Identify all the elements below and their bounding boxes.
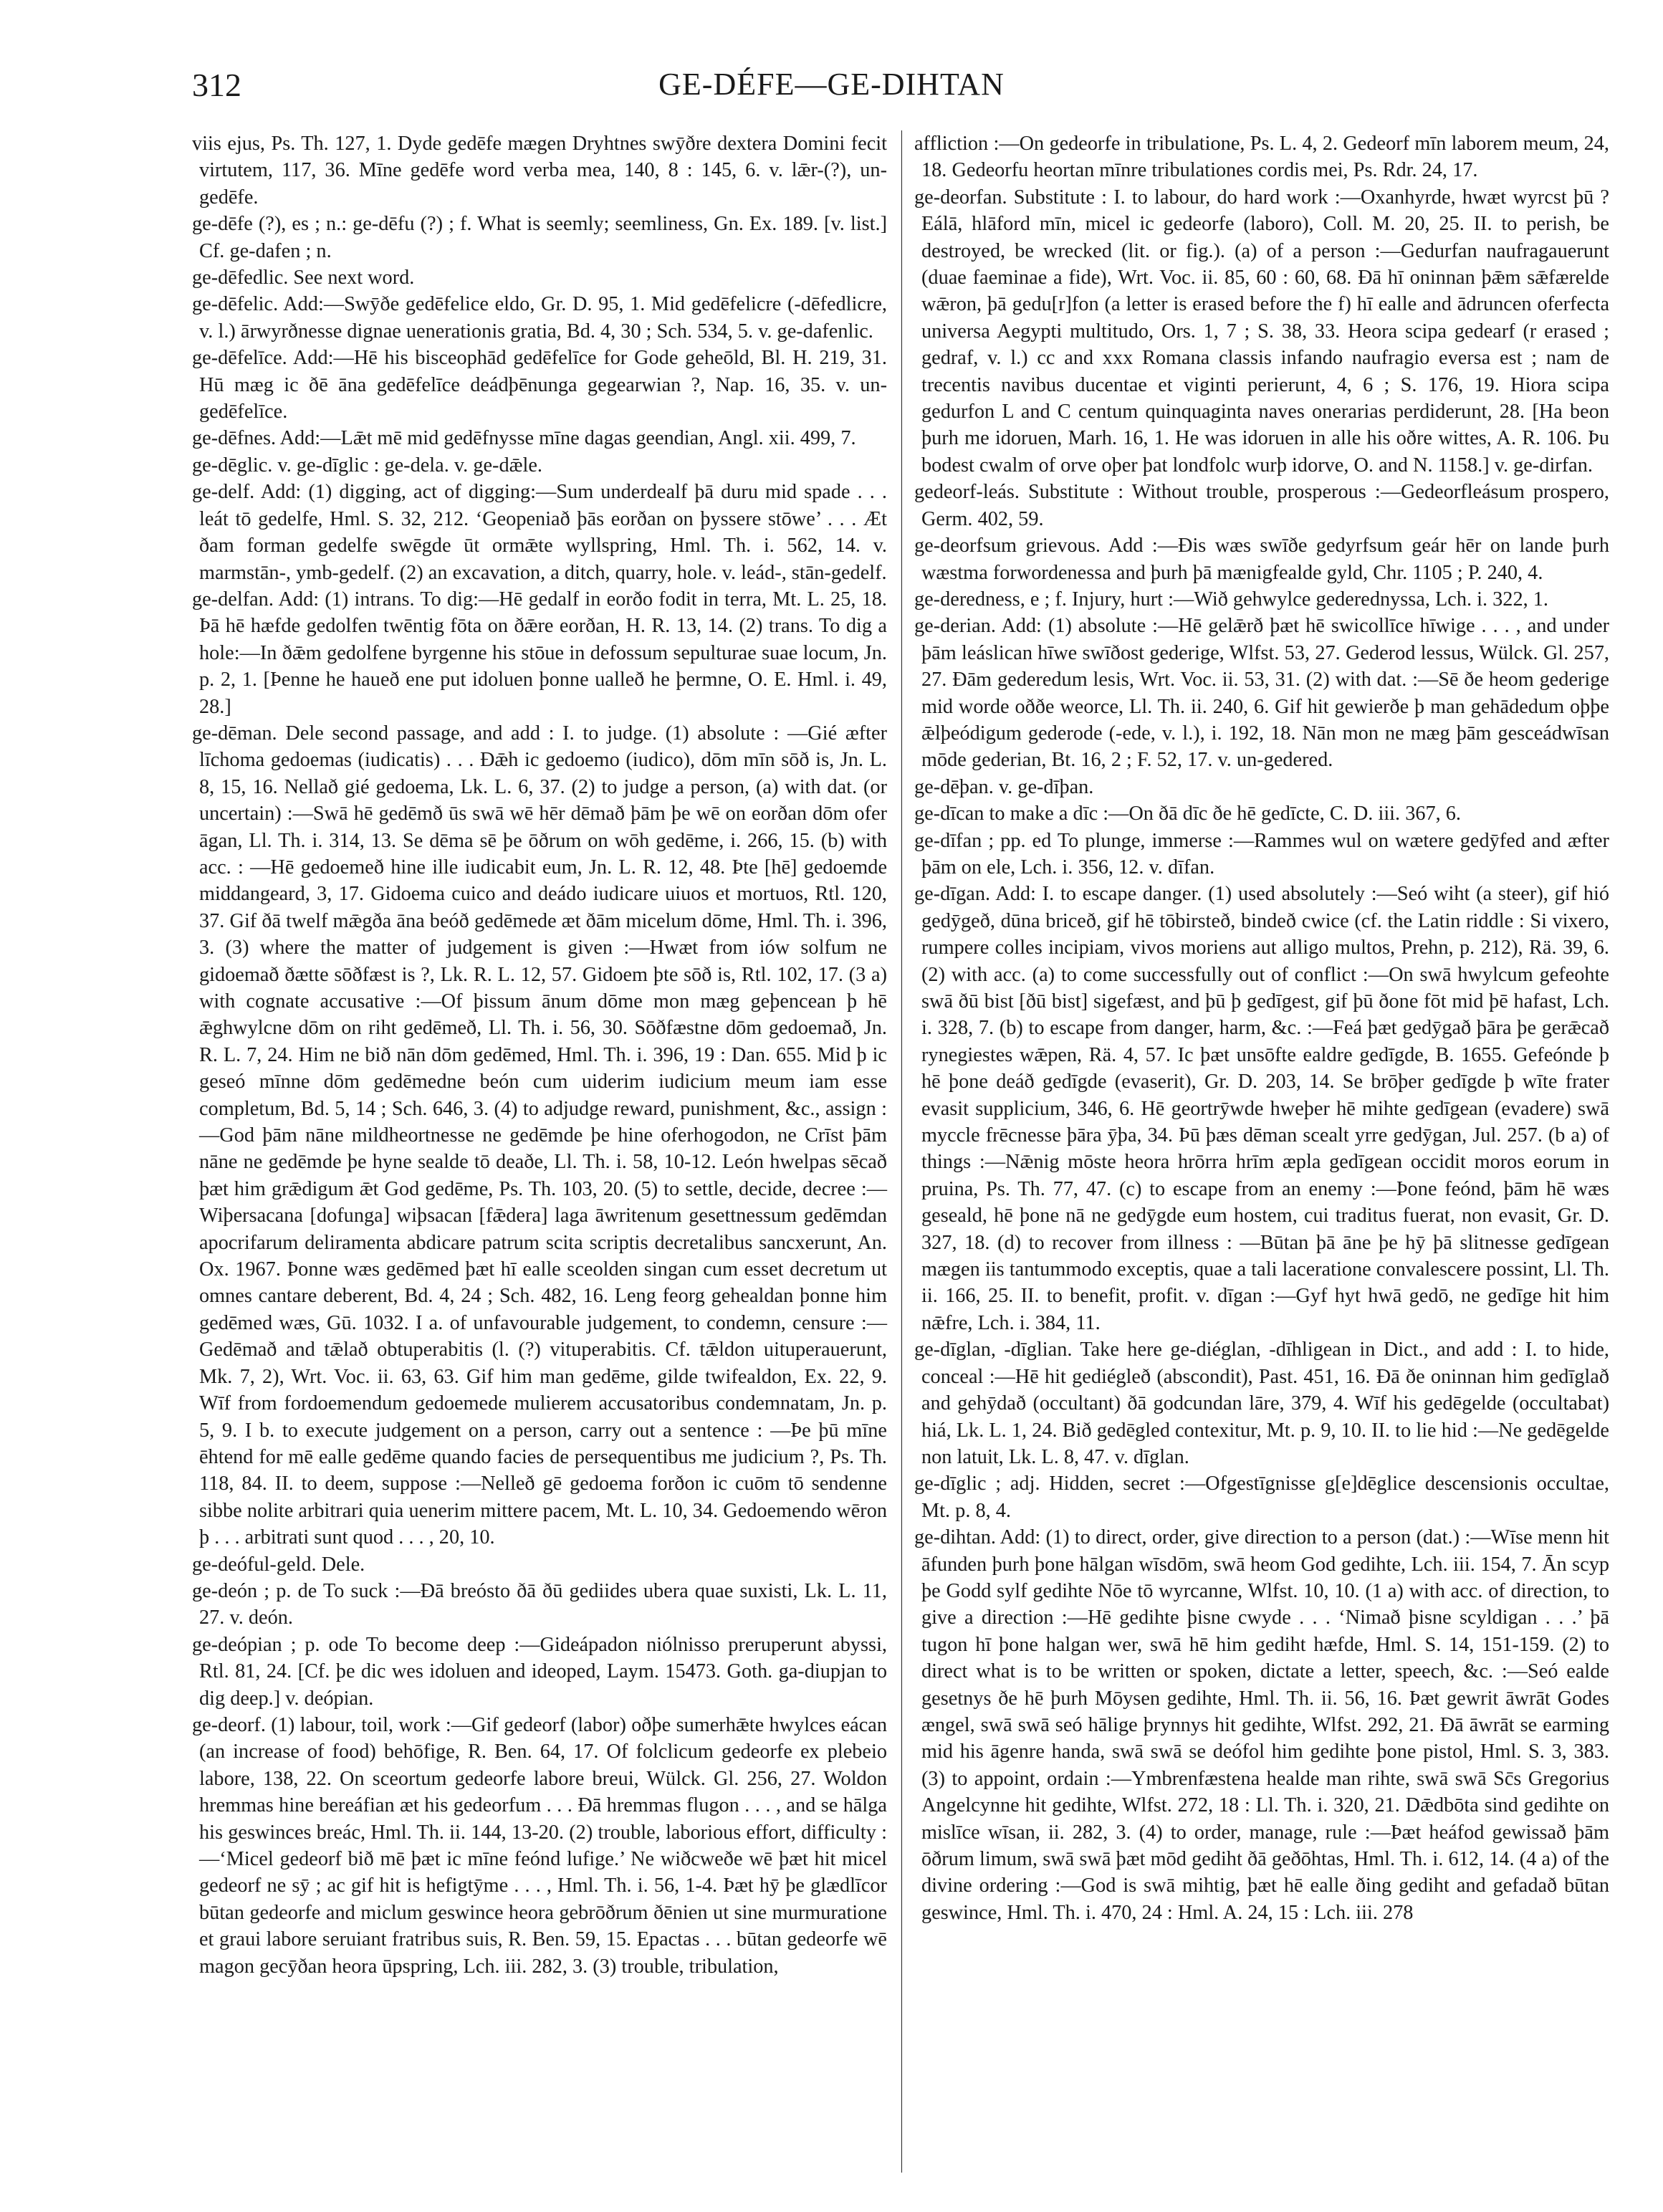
dictionary-entry: ge-dīcan to make a dīc :—On ðā dīc ðe hē gedīcte, C. D. iii. 367, 6. [914,803,1462,825]
column-divider [901,130,902,2173]
dictionary-entry: ge-dēþan. v. ge-dīþan. [914,775,1094,798]
dictionary-entry: ge-deón ; p. de To suck :—Ðā breósto ðā ðū gediides ubera quae suxisti, Lk. L. 11, 27. v. deón. [192,1579,887,1629]
dictionary-entry: ge-dēglic. v. ge-dīglic : ge-dela. v. ge-dǣle. [192,454,542,477]
dictionary-entry: ge-dēman. Dele second passage, and add : I. to judge. (1) absolute : —Gié æfter līchoma gedoemas (iudicatis) . . . Ðǣh ic gedoemo (iudico), dōm mīn sōð is, Jn. L. 8, 15, 16. Nellað gié gedoema, Lk. L. 6, 37. (2) to judge a person, (a) with dat. (or uncertain) :—Swā hē gedēmð ūs swā wē hēr dēmað þām þe wē on eorðan dōm ofer āgan, Ll. Th. i. 314, 13. Se dēma sē þe ōðrum on wōh gedēme, i. 266, 15. (b) with acc. : —Hē gedoemeð hine ille iudicabit eum, Jn. L. R. 12, 48. Þte [hē] gedoemde middangeard, 3, 17. Gidoema cuico and deádo iudicare uiuos et mortuos, Rtl. 120, 37. Gif ðā twelf mǣgða āna beóð gedēmede æt ðām micelum dōme, Hml. Th. i. 396, 3. (3) where the matter of judgement is given :—Hwæt from iów solfum ne gidoemað ðætte sōðfæst is ?, Lk. R. L. 12, 57. Gidoem þte sōð is, Rtl. 102, 17. (3 a) with cognate accusative :—Of þissum ānum dōme mon mæg geþencean þ hē ǣghwylcne dōm on riht gedēmeð, Ll. Th. i. 56, 30. Sōðfæstne dōm gedoemað, Jn. R. L. 7, 24. Him ne bið nān dōm gedēmed, Hml. Th. i. 396, 19 : Dan. 655. Mid þ ic geseó mīnne dōm gedēmedne beón cum uiderim iudicium meum iam esse completum, Bd. 5, 14 ; Sch. 646, 3. (4) to adjudge reward, punishment, &c., assign :—God þām nāne mildheortnesse ne gedēmde þe hine oferhogodon, ne Crīst þām nāne ne gedēmde þe hyne sealde tō deaðe, Ll. Th. i. 58, 10-12. León hwelpas sēcað þæt him grǣdigum ǣt God gedēme, Ps. Th. 103, 20. (5) to settle, decide, decree :—Wiþersacana [dofunga] wiþsacan [fǣdera] laga āwritenum gesettnessum gedēmdan apocrifarum deliramenta abdicare patrum scita scriptis decretalibus sancxerunt, An. Ox. 1967. Þonne wæs gedēmed þæt hī ealle sceolden singan cum esset decretum ut omnes cantare deberent, Bd. 4, 24 ; Sch. 482, 16. Leng feorg gehealdan þonne him gedēmed wæs, Gū. 1032. I a. of unfavourable judgement, to condemn, censure :—Gedēmað and tǣlað obtuperabitis (l. (?) vituperabitis. Cf. tǣldon uituperauerunt, Mk. 7, 2), Wrt. Voc. ii. 63, 63. Gif him man gedēme, gilde twifealdon, Ex. 22, 9. Wīf from fordoemendum gedoemede mulierem accusatoribus condemnatam, Jn. p. 5, 9. I b. to execute judgement on a person, carry out a sentence : —Þe þū mīne ēhtend for mē ealle gedēme quando facies de persequentibus me judicium ?, Ps. Th. 118, 84. II. to deem, suppose :—Nelleð gē gedoema forðon ic cuōm tō sendenne sibbe nolite arbitrari quia uenerim mittere pacem, Mt. L. 10, 34. Gedoemendo wēron þ . . . arbitrati sunt quod . . . , 20, 10. [192,722,887,1549]
dictionary-entry: ge-deorf. (1) labour, toil, work :—Gif gedeorf (labor) oðþe sumerhǣte hwylces eácan (an increase of food) behōfige, R. Ben. 64, 17. Of folclicum gedeorfe ex plebeio labore, 138, 22. On sceortum gedeorfe labore breui, Wülck. Gl. 256, 27. Woldon hremmas hine bereáfian æt his gedeorfum . . . Ðā hremmas flugon . . . , and se hālga his geswinces breác, Hml. Th. ii. 144, 13-20. (2) trouble, laborious effort, difficulty : —‘Micel gedeorf bið mē þæt ic mīne feónd lufige.’ Ne wiðcweðe wē þæt hit micel gedeorf ne sȳ ; ac gif hit is hefigtȳme . . . , Hml. Th. i. 56, 1-4. Þæt hȳ þe glædlīcor būtan gedeorfe and miclum geswince heora gebrōðrum ðēnien ut sine murmuratione et graui labore seruiant fratribus suis, R. Ben. 59, 15. Epactas . . . būtan gedeorfe wē magon gecȳðan heora ūpspring, Lch. iii. 282, 3. (3) trouble, tribulation, [192,1713,887,1978]
page-number: 312 [192,67,241,103]
dictionary-entry: ge-deóful-geld. Dele. [192,1553,365,1576]
dictionary-entry: ge-dīgan. Add: I. to escape danger. (1) used absolutely :—Seó wiht (a steer), gif hió gedȳgeð, dūna briceð, gif hē tōbirsteð, bindeð cwice (cf. the Latin riddle : Si vixero, rumpere colles incipiam, vivos moriens aut alligo multos, Prehn, p. 212), Rä. 39, 6. (2) with acc. (a) to come successfully out of conflict :—On swā hwylcum gefeohte swā ðū bist [ðū bist] sigefæst, and þū þ gedīgest, gif þū ðone fōt mid þē hafast, Lch. i. 328, 7. (b) to escape from danger, harm, &c. :—Feá þæt gedȳgað þāra þe gerǣcað rynegiestes wǣpen, Rä. 4, 57. Ic þæt unsōfte ealdre gedīgde, B. 1655. Gefeónde þ hē þone deáð gedīgde (evaserit), Gr. D. 203, 14. Se brōþer gedīgde þ wīte frater evasit supplicium, 346, 6. Hē geortrȳwde hweþer hē mihte gedīgean (evadere) swā myccle frēcnesse þāra ȳþa, 34. Þū þæs dēman scealt yrre gedȳgan, Jul. 257. (b a) of things :—Nǣnig mōste heora hrōrra hrīm æpla gedīgean occidit moros eorum in pruina, Ps. Th. 77, 47. (c) to escape from an enemy :—Þone feónd, þām hē wæs geseald, hē þone nā ne gedȳgde eum hostem, cui traditus fuerat, non evasit, Gr. D. 327, 18. (d) to recover from illness : —Būtan þā āne þe hȳ þā slitnesse gedīgean mægen iis tantummodo exceptis, quae a tali laceratione convalescere possint, Ll. Th. ii. 166, 25. II. to benefit, profit. v. dīgan :—Gyf hyt hwā gedō, ne gedīge hit him nǣfre, Lch. i. 384, 11. [914,883,1609,1334]
dictionary-entry: ge-dihtan. Add: (1) to direct, order, give direction to a person (dat.) :—Wīse menn hit āfunden þurh þone hālgan wīsdōm, swā heom God gedihte, Lch. iii. 154, 7. Ān scyp þe Godd sylf gedihte Nōe tō wyrcanne, Wlfst. 10, 10. (1 a) with acc. of direction, to give a direction :—Hē gedihte þisne cwyde . . . ‘Nimað þisne scyldigan . . .’ þā tugon hī þone halgan wer, swā hē him gediht hæfde, Hml. S. 14, 151-159. (2) to direct what is to be written or spoken, dictate a letter, speech, &c. :—Seó ealde gesetnys ðe hē þurh Mōysen gedihte, Hml. Th. ii. 56, 16. Þæt gewrit āwrāt Godes ængel, swā swā seó hālige þrynnys hit gedihte, Wlfst. 292, 21. Ðā āwrāt se earming mid his āgenre handa, swā swā se deófol him gedihte þone pistol, Hml. S. 3, 383. (3) to appoint, ordain :—Ymbrenfæstena healde man rihte, swā swā Sc̄s Gregorius Angelcynne hit gedihte, Wlfst. 272, 18 : Ll. Th. i. 320, 21. Dǣdbōta sind gedihte on mislīce wīsan, ii. 282, 3. (4) to order, manage, rule :—Þæt heáfod gewissað þām ōðrum limum, swā swā þæt mōd gediht ðā geðōhtas, Hml. Th. i. 612, 14. (4 a) of the divine ordering :—God is swā mihtig, þæt hē ealle ðing gediht and gefadað būtan geswince, Hml. Th. i. 470, 24 : Hml. A. 24, 15 : Lch. iii. 278 [914,1526,1609,1924]
dictionary-entry: ge-deópian ; p. ode To become deep :—Gideápadon niólnisso preruperunt abyssi, Rtl. 81, 24. [Cf. þe dic wes idoluen and ideoped, Laym. 15473. Goth. ga-diupjan to dig deep.] v. deópian. [192,1633,887,1710]
dictionary-entry: ge-dēfe (?), es ; n.: ge-dēfu (?) ; f. What is seemly; seemliness, Gn. Ex. 189. [v. list.] Cf. ge-dafen ; n. [192,213,887,262]
dictionary-entry: ge-deorfsum grievous. Add :—Ðis wæs swīðe gedyrfsum geár hēr on lande þurh wæstma forwordenessa and þurh þā mænigfealde gyld, Chr. 1105 ; P. 240, 4. [914,535,1609,584]
right-column [914,130,1609,1926]
dictionary-entry: ge-dēfelīce. Add:—Hē his bisceophād gedēfelīce for Gode geheōld, Bl. H. 219, 31. Hū mæg ic ðē āna gedēfelīce deádþēnunga gegearwian ?, Nap. 16, 35. v. un-gedēfelīce. [192,347,887,423]
dictionary-entry: ge-derian. Add: (1) absolute :—Hē gelǣrð þæt hē swicollīce hīwige . . . , and under þām leáslican hīwe swīðost gederige, Wlfst. 53, 27. Gederod lessus, Wülck. Gl. 257, 27. Ðām gederedum lesis, Wrt. Voc. ii. 53, 31. (2) with dat. :—Sē ðe heom gederige mid worde oððe weorce, Ll. Th. ii. 240, 6. Gif hit gewierðe þ man gehādedum oþþe ǣlþeódigum gederode (-ede, v. l.), i. 192, 18. Nān mon ne mæg þām gesceádwīsan mōde gederian, Bt. 16, 2 ; F. 52, 17. v. un-gedered. [914,615,1609,772]
dictionary-entry: affliction :—On gedeorfe in tribulatione, Ps. L. 4, 2. Gedeorf mīn laborem meum, 24, 18. Gedeorfu heortan mīnre tribulationes cordis mei, Ps. Rdr. 24, 17. [914,133,1609,182]
dictionary-entry: ge-dīfan ; pp. ed To plunge, immerse :—Rammes wul on wætere gedȳfed and æfter þām on ele, Lch. i. 356, 12. v. dīfan. [914,829,1609,878]
left-column [192,130,887,1980]
dictionary-entry: ge-dēfelic. Add:—Swȳðe gedēfelice eldo, Gr. D. 95, 1. Mid gedēfelicre (-dēfedlicre, v. l.) ārwyrðnesse dignae uenerationis gratia, Bd. 4, 30 ; Sch. 534, 5. v. ge-dafenlic. [192,293,887,343]
dictionary-entry: ge-dēfnes. Add:—Lǣt mē mid gedēfnysse mīne dagas geendian, Angl. xii. 499, 7. [192,427,856,450]
dictionary-entry: ge-delf. Add: (1) digging, act of digging:—Sum underdealf þā duru mid spade . . . leát tō gedelfe, Hml. S. 32, 212. ‘Geopeniað þās eorðan on þyssere stōwe’ . . . Æt ðam forman gedelfe swēgde ūt ormǣte wyllspring, Hml. Th. i. 562, 14. v. marmstān-, ymb-gedelf. (2) an excavation, a ditch, quarry, hole. v. leád-, stān-gedelf. [192,481,887,584]
dictionary-entry: viis ejus, Ps. Th. 127, 1. Dyde gedēfe mægen Dryhtnes swȳðre dextera Domini fecit virtutem, 117, 36. Mīne gedēfe word verba mea, 140, 8 : 145, 6. v. lǣr-(?), un-gedēfe. [192,133,887,209]
dictionary-entry: ge-deredness, e ; f. Injury, hurt :—Wið gehwylce gederednyssa, Lch. i. 322, 1. [914,588,1548,611]
dictionary-entry: ge-dēfedlic. See next word. [192,267,415,289]
running-head: GE-DÉFE—GE-DIHTAN [658,67,1005,102]
dictionary-entry: gedeorf-leás. Substitute : Without trouble, prosperous :—Gedeorfleásum prospero, Germ. 402, 59. [914,481,1609,530]
dictionary-entry: ge-dīglan, -dīglian. Take here ge-diéglan, -dīhligean in Dict., and add : I. to hide, conceal :—Hē hit gediégleð (abscondit), Past. 451, 16. Ðā ðe oninnan him gedīglað and gehȳdað (occultant) ðā godcundan lāre, 379, 4. Wīf his gedēgelde (occultabat) hiá, Lk. L. 1, 24. Bið gedēgled contexitur, Mt. p. 9, 10. II. to lie hid :—Ne gedēgelde non latuit, Lk. L. 8, 47. v. dīglan. [914,1339,1609,1468]
page-header [0,66,1663,109]
dictionary-entry: ge-dīglic ; adj. Hidden, secret :—Ofgestīgnisse g[e]dēglice descensionis occultae, Mt. p. 8, 4. [914,1473,1609,1522]
dictionary-entry: ge-deorfan. Substitute : I. to labour, do hard work :—Oxanhyrde, hwæt wyrcst þū ? Eálā, hlāford mīn, micel ic gedeorfe (laboro), Coll. M. 20, 25. II. to perish, be destroyed, be wrecked (lit. or fig.). (a) of a person :—Gedurfan naufragauerunt (duae faeminae a fide), Wrt. Voc. ii. 85, 60 : 60, 68. Ðā hī oninnan þǣm sǣfærelde wǣron, þā gedu[r]fon (a letter is erased before the f) hī ealle and ādruncen oferfecta universa Aegypti multitudo, Ors. 1, 7 ; S. 38, 33. Heora scipa gedearf (r erased ; gedraf, v. l.) cc and xxx Romana classis infando naufragio eversa est ; nam de trecentis navibus ducentae et viginti perierunt, 4, 6 ; S. 176, 19. Hiora scipa gedurfon L and C centum quinquaginta naves onerarias perdiderunt, 28. [Ha beon þurh me idoruen, Marh. 16, 1. He was idoruen in alle his oðre wittes, A. R. 106. Þu bodest cwalm of orve oþer þat londfolc wurþ idorve, O. and N. 1158.] v. ge-dirfan. [914,186,1609,477]
dictionary-entry: ge-delfan. Add: (1) intrans. To dig:—Hē gedalf in eorðo fodit in terra, Mt. L. 25, 18. Þā hē hæfde gedolfen twēntig fōta on ðǣre eorðan, H. R. 13, 14. (2) trans. To dig a hole:—In ðǣm gedolfene byrgenne his stōue in defossum sepulturae suae locum, Jn. p. 2, 1. [Þenne he haueð ene put idoluen þonne ualleð he þermne, O. E. Hml. i. 49, 28.] [192,588,887,718]
